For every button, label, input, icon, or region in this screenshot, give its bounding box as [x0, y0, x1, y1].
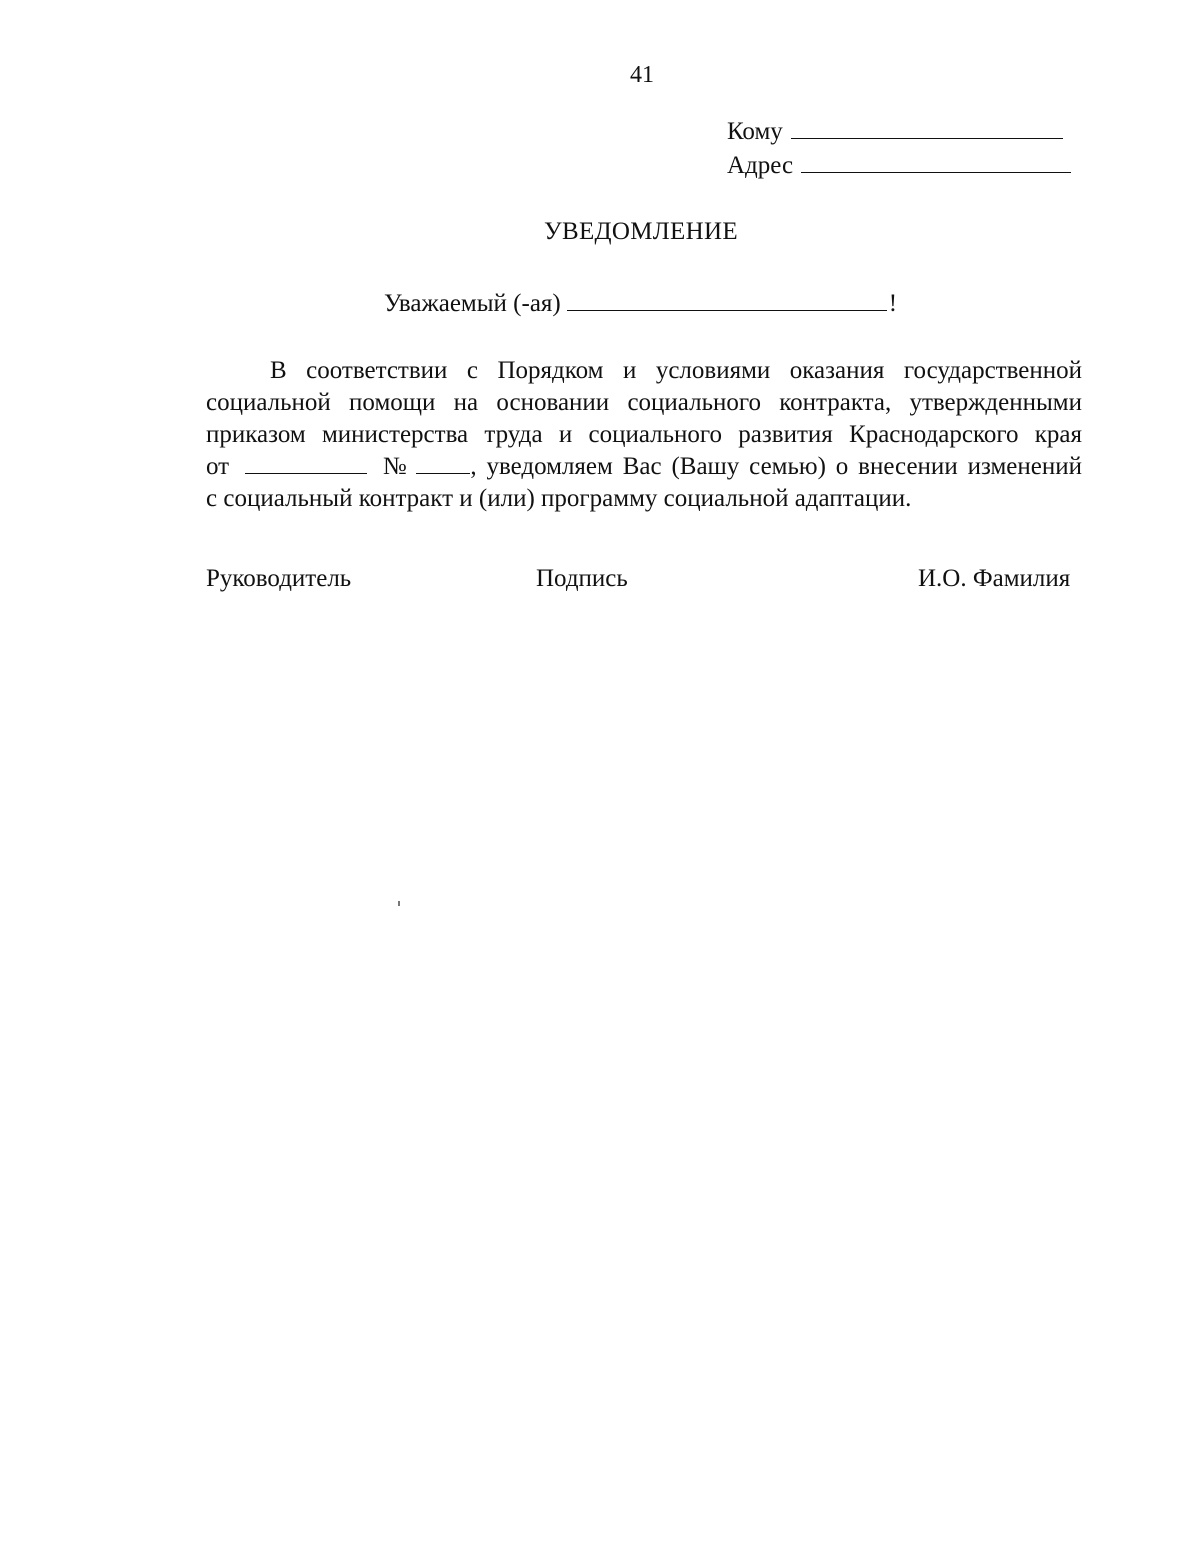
body-line: приказом министерства труда и социального развития Краснодарского края	[206, 421, 1082, 448]
body-line-tail: , уведомляем Вас (Вашу семью) о внесении изменений	[470, 453, 1082, 480]
signature-label: Подпись	[536, 565, 628, 592]
addressee-to-row	[727, 116, 1063, 146]
greeting-name-blank	[567, 288, 887, 311]
scan-speck	[398, 901, 400, 906]
body-line: с социальный контракт и (или) программу социальной адаптации.	[206, 485, 912, 512]
number-sign: №	[382, 453, 411, 480]
signatory-name: И.О. Фамилия	[918, 565, 1071, 592]
body-paragraph	[206, 355, 1082, 515]
body-line: социальной помощи на основании социального контракта, утвержденными	[206, 389, 1082, 416]
greeting-prefix: Уважаемый (-ая)	[384, 290, 561, 317]
greeting-suffix: !	[888, 290, 898, 317]
address-blank-line	[801, 150, 1071, 173]
signatory-position: Руководитель	[206, 565, 352, 592]
addressee-address-row	[727, 150, 1071, 180]
body-line: В соответствии с Порядком и условиями оказания государственной	[270, 357, 1082, 384]
number-blank	[416, 451, 470, 474]
document-title: УВЕДОМЛЕНИЕ	[544, 218, 738, 245]
greeting	[384, 288, 897, 318]
address-label: Адрес	[727, 152, 794, 179]
to-blank-line	[791, 116, 1063, 139]
body-line-blanks	[206, 451, 1082, 483]
date-prefix: от	[206, 453, 230, 480]
to-label: Кому	[727, 118, 783, 145]
page-number: 41	[630, 62, 654, 88]
date-blank	[245, 451, 367, 474]
